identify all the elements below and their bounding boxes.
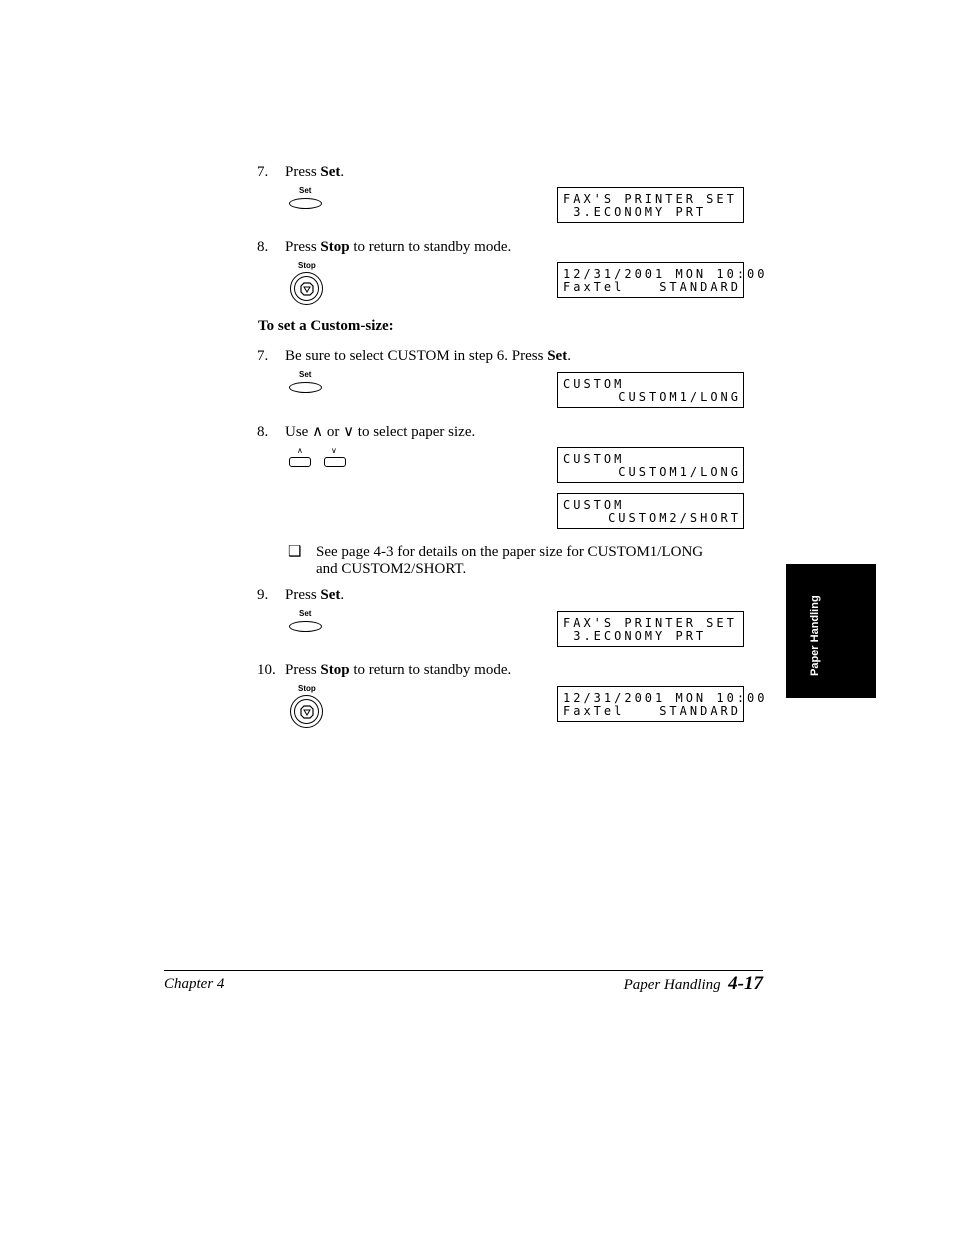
step-text-end: to select paper size. xyxy=(354,424,476,440)
lcd-display xyxy=(557,686,768,722)
down-key-icon xyxy=(324,457,346,467)
footer-page-number: 4-17 xyxy=(728,973,763,994)
lcd-display xyxy=(557,372,744,408)
lcd-line-2-left: FaxTel xyxy=(563,280,625,294)
step-number: 7. xyxy=(257,164,269,180)
stop-key-icon xyxy=(290,695,323,728)
note-bullet: ❑ xyxy=(288,544,302,560)
lcd-line-2: 3.ECONOMY PRT xyxy=(563,629,707,643)
lcd-line-1: CUSTOM xyxy=(563,452,625,466)
step-bold-text: Set xyxy=(320,587,341,603)
lcd-line-2-right: STANDARD xyxy=(659,280,741,294)
step-text: Be sure to select CUSTOM in step 6. Press xyxy=(285,348,548,364)
down-key-label: ∨ xyxy=(331,446,337,455)
step-9-press-set xyxy=(257,586,344,604)
note-line-1: See page 4-3 for details on the paper size for CUSTOM1/LONG xyxy=(316,544,704,560)
step-text-end: . xyxy=(340,164,345,180)
step-7-select-custom xyxy=(257,347,571,365)
up-arrow-icon: ∧ xyxy=(312,422,324,440)
stop-key-label: Stop xyxy=(298,684,316,693)
down-arrow-icon: ∨ xyxy=(343,422,355,440)
lcd-line-1: CUSTOM xyxy=(563,498,625,512)
lcd-line-2-left: FaxTel xyxy=(563,704,625,718)
step-text: Press xyxy=(285,164,321,180)
lcd-display xyxy=(557,611,744,647)
note-line-2: and CUSTOM2/SHORT. xyxy=(316,561,467,577)
step-bold-text: Set xyxy=(320,164,341,180)
lcd-line-1: 12/31/2001 MON 10:00 xyxy=(563,267,768,281)
footer-section: Paper Handling xyxy=(623,977,721,993)
up-key-label: ∧ xyxy=(297,446,303,455)
step-text: Press xyxy=(285,239,321,255)
lcd-line-1: 12/31/2001 MON 10:00 xyxy=(563,691,768,705)
step-bold-text: Stop xyxy=(320,662,350,678)
footer-rule xyxy=(164,970,763,971)
step-number: 10. xyxy=(257,662,276,678)
step-number: 8. xyxy=(257,239,269,255)
step-7-press-set xyxy=(257,163,344,181)
up-key-icon xyxy=(289,457,311,467)
lcd-line-2: CUSTOM1/LONG xyxy=(618,390,741,404)
lcd-display xyxy=(557,187,744,223)
footer-section-page xyxy=(624,973,763,995)
set-key-icon xyxy=(289,382,322,393)
step-text-end: . xyxy=(567,348,571,364)
set-key-label: Set xyxy=(299,186,312,195)
set-key-label: Set xyxy=(299,609,312,618)
lcd-display xyxy=(557,447,744,483)
step-text-end: . xyxy=(340,587,345,603)
set-key-icon xyxy=(289,621,322,632)
lcd-display xyxy=(557,262,768,298)
step-10-press-stop xyxy=(257,661,511,679)
step-number: 7. xyxy=(257,348,269,364)
lcd-line-2: 3.ECONOMY PRT xyxy=(563,205,707,219)
step-number: 8. xyxy=(257,424,269,440)
custom-size-heading: To set a Custom-size: xyxy=(258,318,394,334)
step-text-mid: or xyxy=(323,424,344,440)
step-text: Press xyxy=(285,587,321,603)
set-key-label: Set xyxy=(299,370,312,379)
lcd-display xyxy=(557,493,744,529)
step-number: 9. xyxy=(257,587,269,603)
lcd-line-2: CUSTOM2/SHORT xyxy=(608,511,741,525)
step-bold-text: Set xyxy=(547,348,568,364)
step-bold-text: Stop xyxy=(320,239,350,255)
lcd-line-1: FAX'S PRINTER SET xyxy=(563,192,737,206)
set-key-icon xyxy=(289,198,322,209)
step-8-use-arrows xyxy=(257,422,475,441)
step-text-end: to return to standby mode. xyxy=(349,662,512,678)
chapter-side-tab xyxy=(786,564,876,698)
footer-chapter: Chapter 4 xyxy=(164,976,225,992)
lcd-line-2: CUSTOM1/LONG xyxy=(618,465,741,479)
stop-key-icon xyxy=(290,272,323,305)
step-8-press-stop xyxy=(257,238,511,256)
lcd-line-1: FAX'S PRINTER SET xyxy=(563,616,737,630)
step-text: Press xyxy=(285,662,321,678)
lcd-line-1: CUSTOM xyxy=(563,377,625,391)
step-text: Use xyxy=(285,424,313,440)
side-tab-label: Paper Handling xyxy=(809,595,821,676)
lcd-line-2-right: STANDARD xyxy=(659,704,741,718)
step-text-end: to return to standby mode. xyxy=(349,239,512,255)
stop-key-label: Stop xyxy=(298,261,316,270)
